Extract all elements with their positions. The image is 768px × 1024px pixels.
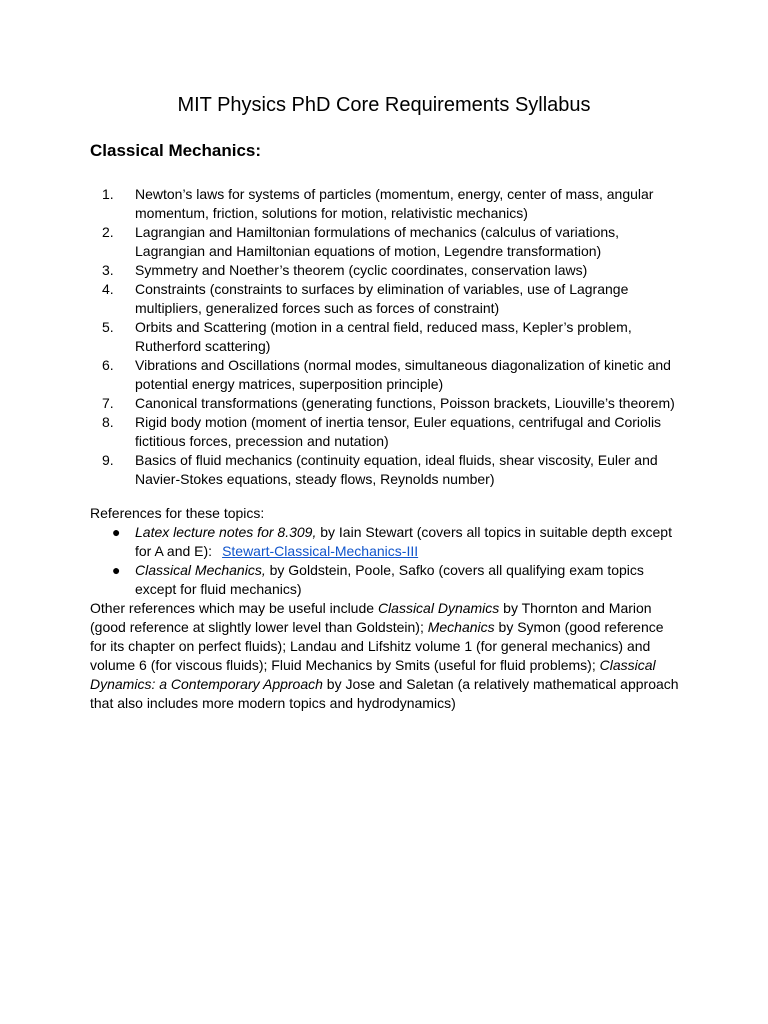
list-item-number: 3. [102,262,114,278]
list-item [90,451,680,489]
list-item-text: Orbits and Scattering (motion in a central field, reduced mass, Kepler’s problem, Rutherford scattering) [135,319,632,354]
bullet-icon: ● [112,562,121,578]
list-item-text: Symmetry and Noether’s theorem (cyclic coordinates, conservation laws) [135,262,588,278]
list-item-text: Canonical transformations (generating functions, Poisson brackets, Liouville’s theorem) [135,395,675,411]
other-refs-text: by Jose and Saletan (a relatively mathematical approach that also includes more modern topics and hydrodynamics) [90,676,679,711]
reference-description: by Iain Stewart (covers all topics in suitable depth except for A and E): [135,524,672,559]
reference-title: Classical Mechanics, [135,562,266,578]
other-refs-text: by Symon (good reference for its chapter on perfect fluids); Landau and Lifshitz volume 1 (for general mechanics) and volume 6 (for viscous fluids); Fluid Mechanics by Smits (useful for fluid problems); [90,619,664,673]
list-item [90,318,680,356]
list-item [90,280,680,318]
list-item [90,223,680,261]
reference-description: by Goldstein, Poole, Safko (covers all qualifying exam topics except for fluid mechanics) [135,562,644,597]
list-item-text: Rigid body motion (moment of inertia tensor, Euler equations, centrifugal and Coriolis fictitious forces, precession and nutation) [135,414,662,449]
list-item-text: Constraints (constraints to surfaces by elimination of variables, use of Lagrange multipliers, generalized forces such as forces of constraint) [135,281,629,316]
book-title: Classical Dynamics [377,600,500,616]
other-refs-text: by Thornton and Marion (good reference at slightly lower level than Goldstein); [90,600,652,635]
list-item-text: Newton’s laws for systems of particles (momentum, energy, center of mass, angular momentum, friction, solutions for motion, relativistic mechanics) [135,186,654,221]
reference-title: Latex lecture notes for 8.309, [135,524,317,540]
list-item-number: 6. [102,357,114,373]
section-heading: Classical Mechanics: [90,141,262,160]
list-item-number: 7. [102,395,114,411]
reference-list [90,523,682,599]
list-item-text: Lagrangian and Hamiltonian formulations of mechanics (calculus of variations, Lagrangian and Hamiltonian equations of motion, Legendre transformation) [135,224,620,259]
list-item-number: 2. [102,224,114,240]
other-refs-text: Other references which may be useful include [90,600,378,616]
references-section [90,504,682,713]
book-title: Mechanics [427,619,495,635]
list-item [90,261,680,280]
list-item-text: Vibrations and Oscillations (normal modes, simultaneous diagonalization of kinetic and potential energy matrices, superposition principle) [135,357,671,392]
topic-list [90,185,680,489]
list-item [90,356,680,394]
list-item-number: 9. [102,452,114,468]
list-item-number: 8. [102,414,114,430]
reference-item-stewart [90,523,682,561]
list-item [90,413,680,451]
list-item [90,394,680,413]
list-item-number: 4. [102,281,114,297]
list-item-number: 1. [102,186,114,202]
bullet-icon: ● [112,524,121,540]
other-references-paragraph [90,599,682,713]
list-item [90,185,680,223]
stewart-notes-link[interactable]: Stewart-Classical-Mechanics-III [222,543,419,559]
list-item-number: 5. [102,319,114,335]
list-item-text: Basics of fluid mechanics (continuity equation, ideal fluids, shear viscosity, Euler and Navier-Stokes equations, steady flows, Reynolds number) [135,452,658,487]
references-intro: References for these topics: [90,505,265,521]
book-title: Classical Dynamics: a Contemporary Approach [90,657,656,692]
reference-item-goldstein [90,561,682,599]
page-title: MIT Physics PhD Core Requirements Syllabus [177,94,591,116]
